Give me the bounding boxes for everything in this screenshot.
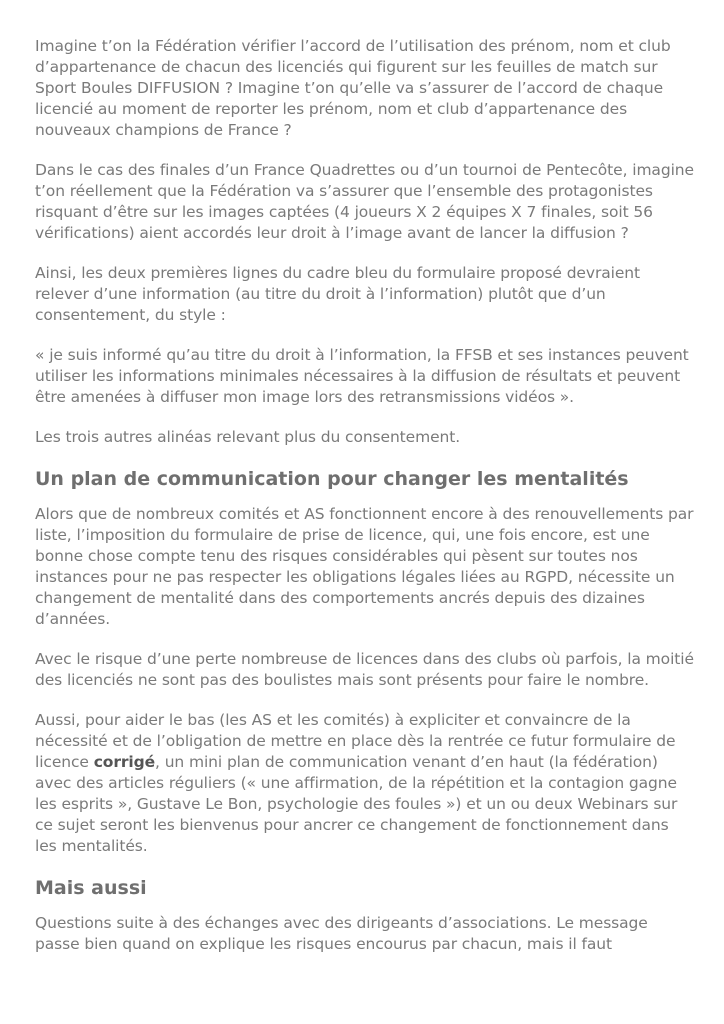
paragraph-finales-quadrettes: Dans le cas des finales d’un France Quadrettes ou d’un tournoi de Pentecôte, imagine t’on réellement que la Fédération va s’assurer que l’ensemble des protagonistes risquant d’être sur les images captées (4 joueurs X 2 équipes X 7 finales, soit 56 vérifications) aient accordés leur droit à l’image avant de lancer la diffusion ? <box>35 161 694 242</box>
paragraph-mini-plan-start: Aussi, pour aider le bas (les AS et les comités) à expliciter et convaincre de la nécessité et de l’obligation de mettre en place dès la rentrée ce futur formulaire de licence <box>35 711 676 771</box>
paragraph-verification-accord: Imagine t’on la Fédération vérifier l’accord de l’utilisation des prénom, nom et club d’appartenance de chacun des licenciés qui figurent sur les feuilles de match sur Sport Boules DIFFUSION ? Imagine t’on qu’elle va s’assurer de l’accord de chaque licencié au moment de reporter les prénom, nom et club d’appartenance des nouveaux champions de France ? <box>35 37 671 139</box>
heading-mais-aussi: Mais aussi <box>35 877 147 899</box>
paragraph-questions: Questions suite à des échanges avec des dirigeants d’associations. Le message passe bien quand on explique les risques encourus par chacun, mais il faut <box>35 914 648 953</box>
paragraph-quote-information: « je suis informé qu’au titre du droit à l’information, la FFSB et ses instances peuvent utiliser les informations minimales nécessaires à la diffusion de résultats et peuvent être amenées à diffuser mon image lors des retransmissions vidéos ». <box>35 346 689 406</box>
paragraph-cadre-bleu: Ainsi, les deux premières lignes du cadre bleu du formulaire proposé devraient relever d’une information (au titre du droit à l’information) plutôt que d’un consentement, du style : <box>35 264 640 324</box>
paragraph-consentement: Les trois autres alinéas relevant plus du consentement. <box>35 428 461 446</box>
paragraph-mini-plan-end: , un mini plan de communication venant d’en haut (la fédération) avec des articles réguliers (« une affirmation, de la répétition et la contagion gagne les esprits », Gustave Le Bon, psychologie des foules ») et un ou deux Webinars sur ce sujet seront les bienvenus pour ancrer ce changement de fonctionnement dans les mentalités. <box>35 753 678 855</box>
bold-corrige: corrigé <box>93 753 156 771</box>
heading-plan-communication: Un plan de communication pour changer les mentalités <box>35 468 629 490</box>
document-page <box>35 36 695 974</box>
paragraph-renouvellements: Alors que de nombreux comités et AS fonctionnent encore à des renouvellements par liste, l’imposition du formulaire de prise de licence, qui, une fois encore, est une bonne chose compte tenu des risques considérables qui pèsent sur toutes nos instances pour ne pas respecter les obligations légales liées au RGPD, nécessite un changement de mentalité dans des comportements ancrés depuis des dizaines d’années. <box>35 505 694 628</box>
paragraph-mini-plan <box>35 710 695 857</box>
paragraph-perte-licences: Avec le risque d’une perte nombreuse de licences dans des clubs où parfois, la moitié des licenciés ne sont pas des boulistes mais sont présents pour faire le nombre. <box>35 650 694 689</box>
